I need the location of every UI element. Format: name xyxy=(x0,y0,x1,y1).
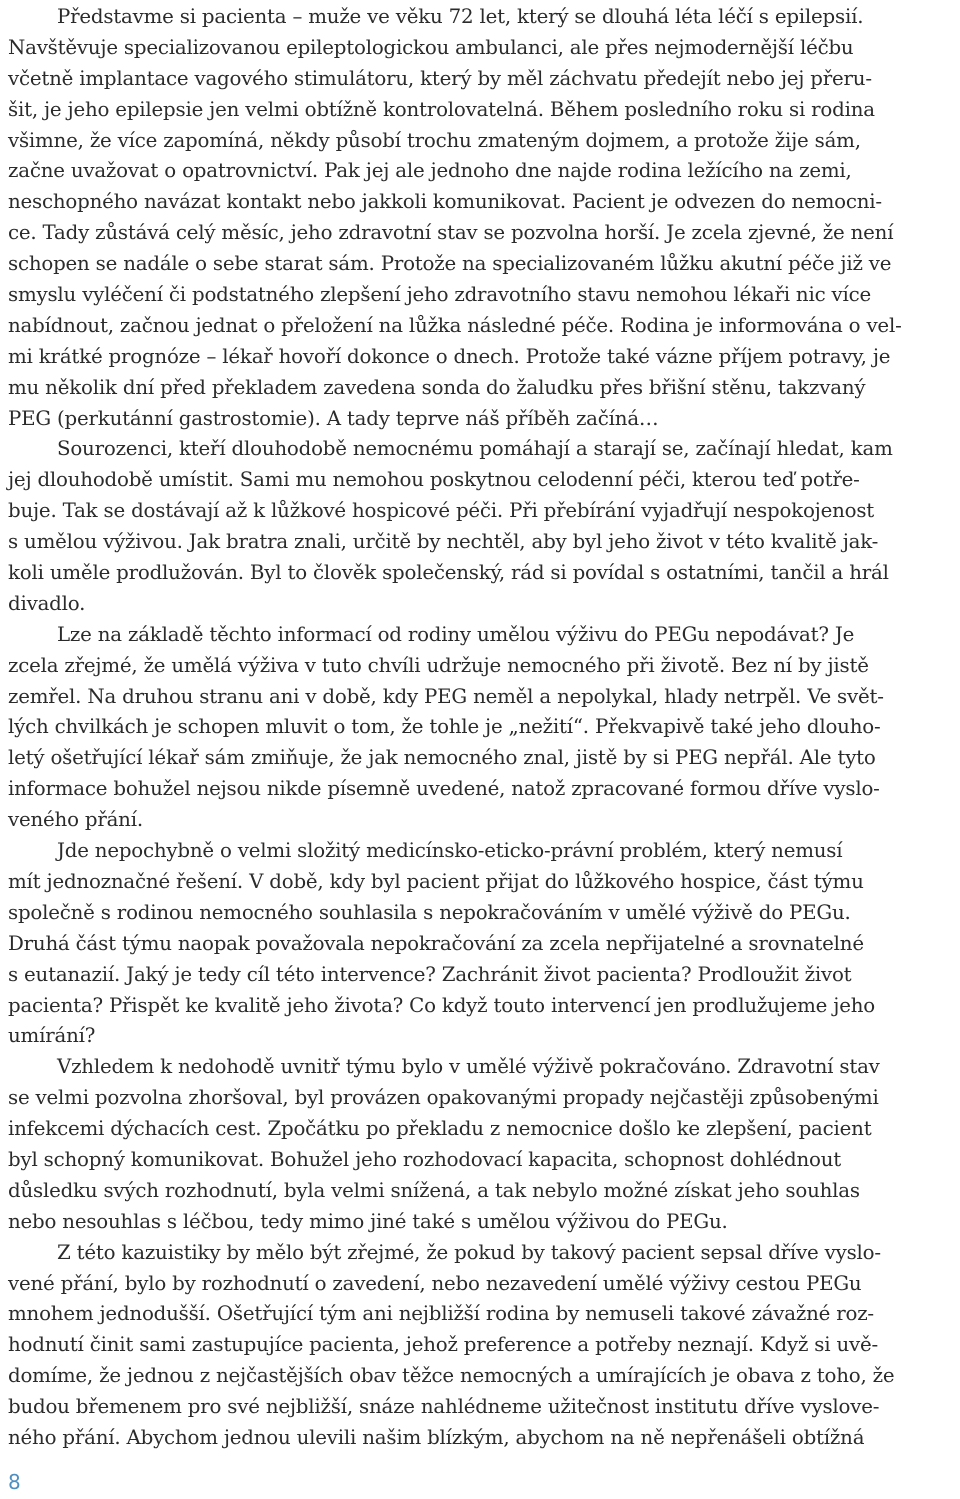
text-line: lých chvilkách je schopen mluvit o tom, že tohle je „nežití“. Překvapivě také jeho dlouho- xyxy=(8,715,881,739)
text-line: umírání? xyxy=(8,1024,96,1048)
paragraph-first-line: Jde nepochybně o velmi složitý medicínsko-eticko-právní problém, který nemusí xyxy=(57,839,843,863)
text-line: ného přání. Abychom jednou ulevili našim blízkým, abychom na ně nepřenášeli obtížná xyxy=(8,1425,865,1449)
text-line: začne uvažovat o opatrovnictví. Pak jej ale jednoho dne najde rodina ležícího na zemi, xyxy=(8,159,852,183)
text-line: mít jednoznačné řešení. V době, kdy byl pacient přijat do lůžkového hospice, část týmu xyxy=(8,869,864,893)
text-line: koli uměle prodlužován. Byl to člověk společenský, rád si povídal s ostatními, tančil a hrál xyxy=(8,561,889,585)
text-line: s umělou výživou. Jak bratra znali, určitě by nechtěl, aby byl jeho život v této kvalitě jak- xyxy=(8,530,879,554)
text-line: šit, je jeho epilepsie jen velmi obtížně kontrolovatelná. Během posledního roku si rodina xyxy=(8,97,875,121)
text-line: hodnutí činit sami zastupujíce pacienta, jehož preference a potřeby neznají. Když si uvě- xyxy=(8,1333,878,1357)
document-body xyxy=(8,2,952,1449)
text-line: infekcemi dýchacích cest. Zpočátku po překladu z nemocnice došlo ke zlepšení, pacient xyxy=(8,1117,872,1141)
text-line: byl schopný komunikovat. Bohužel jeho rozhodovací kapacita, schopnost dohlédnout xyxy=(8,1147,842,1171)
text-line: smyslu vyléčení či podstatného zlepšení jeho zdravotního stavu nemohou lékaři nic více xyxy=(8,283,872,307)
text-line: nebo nesouhlas s léčbou, tedy mimo jiné také s umělou výživou do PEGu. xyxy=(8,1209,728,1233)
text-line: se velmi pozvolna zhoršoval, byl provázen opakovanými propady nejčastěji způsobenými xyxy=(8,1086,879,1110)
paragraph-first-line: Vzhledem k nedohodě uvnitř týmu bylo v umělé výživě pokračováno. Zdravotní stav xyxy=(57,1055,880,1079)
text-line: mnohem jednodušší. Ošetřující tým ani nejbližší rodina by nemuseli takové závažné roz- xyxy=(8,1302,874,1326)
text-line: s eutanazií. Jaký je tedy cíl této intervence? Zachránit život pacienta? Prodloužit život xyxy=(8,962,852,986)
text-line: divadlo. xyxy=(8,591,86,615)
text-line: zemřel. Na druhou stranu ani v době, kdy PEG neměl a nepolykal, hlady netrpěl. Ve svět- xyxy=(8,684,884,708)
text-line: schopen se nadále o sebe starat sám. Protože na specializovaném lůžku akutní péče již ve xyxy=(8,252,892,276)
text-line: informace bohužel nejsou nikde písemně uvedené, natož zpracované formou dříve vyslo- xyxy=(8,777,880,801)
text-line: důsledku svých rozhodnutí, byla velmi snížená, a tak nebylo možné získat jeho souhlas xyxy=(8,1178,860,1202)
text-line: včetně implantace vagového stimulátoru, který by měl záchvatu předejít nebo jej přeru- xyxy=(8,66,872,90)
text-line: Navštěvuje specializovanou epileptologickou ambulanci, ale přes nejmodernější léčbu xyxy=(8,35,854,59)
paragraph-first-line: Z této kazuistiky by mělo být zřejmé, že pokud by takový pacient sepsal dříve vyslo- xyxy=(57,1240,881,1264)
text-line: jej dlouhodobě umístit. Sami mu nemohou poskytnou celodenní péči, kterou teď potře- xyxy=(8,468,860,492)
text-line: domíme, že jednou z nejčastějších obav těžce nemocných a umírajících je obava z toho, že xyxy=(8,1364,895,1388)
text-line: pacienta? Přispět ke kvalitě jeho života? Co když touto intervencí jen prodlužujeme jeho xyxy=(8,993,875,1017)
page-number: 8 xyxy=(8,1470,21,1494)
text-line: veného přání. xyxy=(8,808,143,832)
text-line: zcela zřejmé, že umělá výživa v tuto chvíli udržuje nemocného při životě. Bez ní by jistě xyxy=(8,653,869,677)
text-line: Druhá část týmu naopak považovala nepokračování za zcela nepřijatelné a srovnatelné xyxy=(8,931,864,955)
text-line: společně s rodinou nemocného souhlasila s nepokračováním v umělé výživě do PEGu. xyxy=(8,900,851,924)
text-line: ce. Tady zůstává celý měsíc, jeho zdravotní stav se pozvolna horší. Je zcela zjevné, že není xyxy=(8,221,894,245)
text-line: mi krátké prognóze – lékař hovoří dokonce o dnech. Protože také vázne příjem potravy, je xyxy=(8,344,891,368)
text-line: všimne, že více zapomíná, někdy působí trochu zmateným dojmem, a protože žije sám, xyxy=(8,128,861,152)
paragraph-first-line: Lze na základě těchto informací od rodiny umělou výživu do PEGu nepodávat? Je xyxy=(57,622,855,646)
text-line: budou břemenem pro své nejbližší, snáze nahlédneme užitečnost institutu dříve vyslove- xyxy=(8,1395,880,1419)
paragraph-first-line: Představme si pacienta – muže ve věku 72 let, který se dlouhá léta léčí s epilepsií. xyxy=(57,5,864,28)
text-line: PEG (perkutánní gastrostomie). A tady teprve náš příběh začíná… xyxy=(8,406,659,430)
text-line: neschopného navázat kontakt nebo jakkoli komunikovat. Pacient je odvezen do nemocni- xyxy=(8,190,882,214)
text-line: vené přání, bylo by rozhodnutí o zavedení, nebo nezavedení umělé výživy cestou PEGu xyxy=(8,1271,862,1295)
paragraph-first-line: Sourozenci, kteří dlouhodobě nemocnému pomáhají a starají se, začínají hledat, kam xyxy=(57,437,893,461)
text-line: letý ošetřující lékař sám zmiňuje, že jak nemocného znal, jistě by si PEG nepřál. Ale tyto xyxy=(8,746,876,770)
text-line: nabídnout, začnou jednat o přeložení na lůžka následné péče. Rodina je informována o vel- xyxy=(8,313,902,337)
text-line: buje. Tak se dostávají až k lůžkové hospicové péči. Při přebírání vyjadřují nespokojenost xyxy=(8,499,875,523)
text-line: mu několik dní před překladem zavedena sonda do žaludku přes břišní stěnu, takzvaný xyxy=(8,375,866,399)
